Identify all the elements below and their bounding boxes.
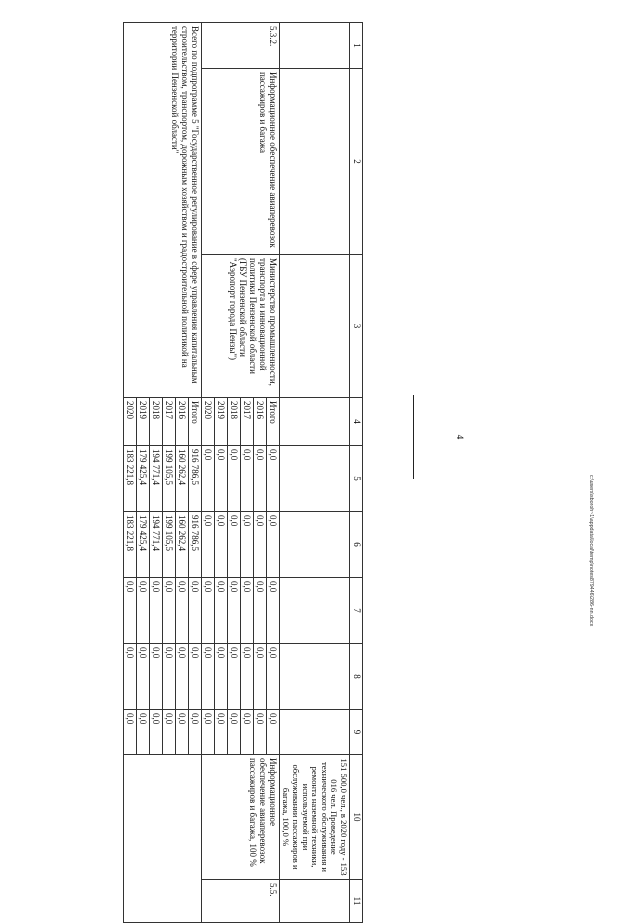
table-row: 2018 0,0 0,0 0,0 0,0 0,0 xyxy=(227,23,240,923)
total-label: Всего по подпрограмме 5 "Государственное регулирование в сфере управления капитальным строительством, транспортом, дорожным хозяйством и градостроительной политикой на территории Пензенской области" xyxy=(123,23,201,398)
rotated-table-wrapper xyxy=(63,22,363,906)
col-header: 6 xyxy=(350,512,363,578)
header-row xyxy=(350,23,363,923)
col-header: 3 xyxy=(350,255,363,398)
table-row: 2019 0,0 0,0 0,0 0,0 0,0 xyxy=(214,23,227,923)
col-header: 5 xyxy=(350,446,363,512)
table-row: 5.3.2. Информационное обеспечение авиаперевозок пассажиров и багажа Министерство промышленности, транспорта и инновационной политики Пензенской области (ГБУ Пензенской области "Аэропорт города Пензы") Итого 0,0 0,0 0,0 0,0 0,0 Информационное обеспечение авиаперевозок пассажиров и багажа, 100 % 5.5. xyxy=(266,23,279,923)
col-header: 7 xyxy=(350,578,363,644)
col-header: 10 xyxy=(350,755,363,880)
row-indicator: Информационное обеспечение авиаперевозок пассажиров и багажа, 100 % xyxy=(201,755,279,880)
total-row: 2018 194 771,4 194 771,4 0,0 0,0 0,0 xyxy=(149,23,162,923)
table-row: 2016 0,0 0,0 0,0 0,0 0,0 xyxy=(253,23,266,923)
table-row: 2017 0,0 0,0 0,0 0,0 0,0 xyxy=(240,23,253,923)
row-name: Информационное обеспечение авиаперевозок пассажиров и багажа xyxy=(201,69,279,255)
footer-path-text: c:\users\sboroh~1\appdata\local\temp\notes879446\286-nn.docx xyxy=(588,475,594,627)
col-header: 2 xyxy=(350,69,363,255)
col-header: 9 xyxy=(350,710,363,755)
total-row: 2016 160 262,4 160 262,4 0,0 0,0 0,0 xyxy=(175,23,188,923)
budget-table xyxy=(123,22,363,923)
table-row: 2020 0,0 0,0 0,0 0,0 0,0 xyxy=(201,23,214,923)
continued-indicator: 151 500,0 чел., в 2020 году - 153 016 чел. Проведение технического обслуживания и ремонта наземной техники, используемой при обслуживании пассажиров и багажа, 100,0 % xyxy=(279,755,349,880)
total-row: 2019 179 425,4 179 425,4 0,0 0,0 0,0 xyxy=(136,23,149,923)
col-header: 11 xyxy=(350,880,363,923)
col-header: 4 xyxy=(350,398,363,446)
col-header: 8 xyxy=(350,644,363,710)
total-row: 2020 183 221,8 183 221,8 0,0 0,0 0,0 xyxy=(123,23,136,923)
row-executor: Министерство промышленности, транспорта и инновационной политики Пензенской области (ГБУ Пензенской области "Аэропорт города Пензы") xyxy=(201,255,279,398)
row-link: 5.5. xyxy=(201,880,279,923)
row-code: 5.3.2. xyxy=(201,23,279,69)
separator-line xyxy=(413,395,414,479)
total-row: Всего по подпрограмме 5 "Государственное регулирование в сфере управления капитальным строительством, транспортом, дорожным хозяйством и градостроительной политикой на территории Пензенской области" Итого 916 786,5 916 786,5 0,0 0,0 0,0 xyxy=(188,23,201,923)
total-row: 2017 199 105,5 199 105,5 0,0 0,0 0,0 xyxy=(162,23,175,923)
continuation-row xyxy=(279,23,349,923)
col-header: 1 xyxy=(350,23,363,69)
page-number: 4 xyxy=(455,434,465,440)
